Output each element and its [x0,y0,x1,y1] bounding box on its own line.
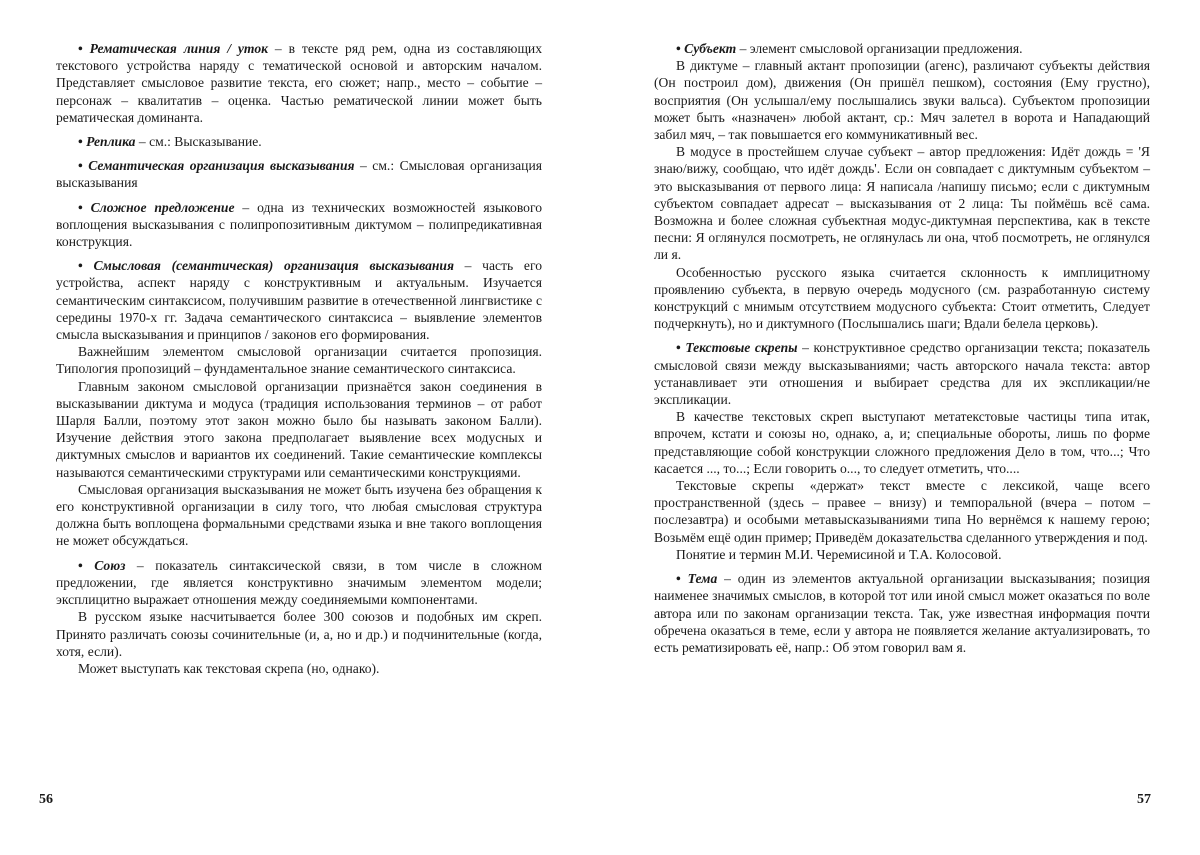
entry-slozhnoe-predlozhenie [56,199,542,251]
entry-text: – в тексте ряд рем, одна из составляющих текстового устройства наряду с тематической основой и авторским началом. Представляет смысловое развитие текста, его сюжет; напр., место – событие – персонаж – квалитатив – оценка. Частью рематической линии может быть рематическая доминанта. [56,41,542,125]
entry-paragraph: Главным законом смысловой организации признаётся закон соединения в высказывании диктума и модуса (традиция использования терминов – от работ Шарля Балли, поэтому этот закон можно было бы называть законом Балли). Изучение действия этого закона предполагает выявление всех модусных и диктумных смыслов и вариантов их соединений. Такие семантические комплексы называются семантическими структурами или семантическими конструкциями. [56,378,542,480]
entry-paragraph: Может выступать как текстовая скрепа (но, однако). [78,660,380,676]
bullet-marker: • [78,41,83,56]
entry-paragraph: Понятие и термин М.И. Черемисиной и Т.А. Колосовой. [676,546,1002,562]
entry-subekt [654,40,1150,332]
entry-term: Текстовые скрепы [685,340,798,356]
entry-paragraph: В диктуме – главный актант пропозиции (агенс), различают субъекты действия (Он построил дом), движения (Он пришёл пешком), состояния (Ему грустно), восприятия (Он услышал/ему послышались звуки вальса). Субъектом пропозиции может быть «назначен» любой актант, ср.: Мяч залетел в ворота и Нападающий забил мяч, – так повышается его коммуникативный вес. [654,58,1150,143]
entry-paragraph: Текстовые скрепы «держат» текст вместе с лексикой, чаще всего пространственной (здесь – правее – внизу) и темпоральной (вчера – потом – послезавтра) и особыми метавысказываниями типа Но вернёмся к нашему герою; Возьмём ещё один пример; Приведём доказательства сделанного утверждения и под. [654,478,1150,545]
entry-text: – один из элементов актуальной организации высказывания; позиция наименее значимых смыслов, в которой тот или иной смысл может оказаться по воле автора или по законам организации текста. Так, уже известная информация почти обречена оказаться в теме, если у автора не появляется желание актуализировать, то есть рематизировать её, напр.: Об этом говорил вам я. [654,571,1150,655]
entry-definition [56,199,542,251]
entry-definition [56,133,542,150]
bullet-marker: • [676,340,681,356]
entry-soyuz [56,557,542,677]
bullet-marker: • [78,258,83,274]
entry-paragraph: В русском языке насчитывается более 300 союзов и подобных им скреп. Принято различать союзы сочинительные (и, а, но и др.) и подчинительные (когда, хотя, если). [56,609,542,659]
entry-definition [56,257,542,343]
entry-definition [654,40,1150,57]
entry-smyslovaya-organizaciya [56,257,542,549]
entry-definition [56,40,542,126]
entry-text: – одна из технических возможностей языкового воплощения высказывания с полипропозитивным диктумом – полипредикативная конструкция. [56,199,543,250]
entry-paragraph: Смысловая организация высказывания не может быть изучена без обращения к его конструктивной организации в силу того, что любая смысловая структура должна быть воплощена формальными средствами языка и вне такого воплощения не может обсуждаться. [56,481,542,549]
entry-term: Смысловая (семантическая) организация высказывания [93,258,454,274]
page-number: 56 [39,792,53,807]
page-number: 57 [1137,792,1151,807]
entry-text: – см.: Высказывание. [135,134,262,150]
entry-rematicheskaya-liniya [56,40,542,126]
entry-paragraph: В качестве текстовых скреп выступают метатекстовые частицы типа итак, впрочем, кстати и союзы но, однако, а, и; специальные обороты, лишь по форме представляющие собой конструкции сложного предложения Дело в том, что...; Что касается ..., то...; Если говорить о..., то следует отметить, что.... [654,409,1150,476]
entry-text: – элемент смысловой организации предложения. [736,41,1023,56]
entry-term: Союз [94,557,126,573]
entry-replika [56,133,542,150]
entry-definition [654,570,1150,656]
entry-paragraph: Особенностью русского языка считается склонность к имплицитному проявлению субъекта, в первую очередь модусного (см. разработанную систему конструкций с мнимым отсутствием модусного субъекта: Стоит отметить, Следует подчеркнуть), но и диктумного (Послышались шаги; Вдали белела церковь). [654,264,1150,332]
entry-tema [654,570,1150,656]
entry-term: Реплика [86,134,136,150]
bullet-marker: • [676,41,681,56]
bullet-marker: • [78,557,83,573]
entry-text: – см.: Смысловая организация высказывания [56,158,542,191]
entry-text: – часть его устройства, аспект наряду с конструктивным и актуальным. Изучается семантическим синтаксисом, получившим развитие в отечественной лингвистике с середины 1970-х гг. Задача семантического синтаксиса – выявление элементов смысла высказывания и принципов / законов его формирования. [56,258,542,343]
bullet-marker: • [78,134,83,150]
entry-term: Субъект [684,41,737,56]
entry-term: Рематическая линия / уток [89,41,269,56]
bullet-marker: • [78,158,83,174]
entry-paragraph: В модусе в простейшем случае субъект – автор предложения: Идёт дождь = 'Я знаю/вижу, сообщаю, что идёт дождь'. Если он совпадает с диктумным субъектом – это высказывания от первого лица: Я написала /напишу письмо; если с диктумным субъектом совпадает адресат – высказывания от 2 лица: Ты поймёшь всё сама. Возможна и более сложная субъектная модус-диктумная перспектива, как в тексте песни: Я оглянулся посмотреть, не оглянулась ли она, чтоб посмотреть, не оглянулся ли я. [654,144,1150,263]
right-page-text [654,40,1150,663]
entry-tekstovye-skrepy [654,339,1150,563]
entry-definition [56,157,542,191]
entry-text: – показатель синтаксической связи, в том числе в сложном предложении, где является конструктивно значимым элементом модели; эксплицитно выражает отношения между соединяемыми компонентами. [56,557,542,608]
left-page-text [56,40,542,684]
entry-term: Семантическая организация высказывания [88,158,355,174]
entry-term: Сложное предложение [90,199,235,215]
entry-paragraph: Важнейшим элементом смысловой организации считается пропозиция. Типология пропозиций – фундаментальное знание семантического синтаксиса. [56,344,542,377]
entry-term: Тема [687,571,718,587]
entry-text: – конструктивное средство организации текста; показатель смысловой связи между высказываниями; часть авторского начала текста: автор устанавливает эти отношения и выбирает средства для их экспликации/не экспликации. [654,340,1150,408]
bullet-marker: • [78,199,83,215]
entry-semanticheskaya-organizaciya [56,157,542,191]
bullet-marker: • [676,571,681,587]
entry-definition [56,557,542,609]
entry-definition [654,339,1150,408]
